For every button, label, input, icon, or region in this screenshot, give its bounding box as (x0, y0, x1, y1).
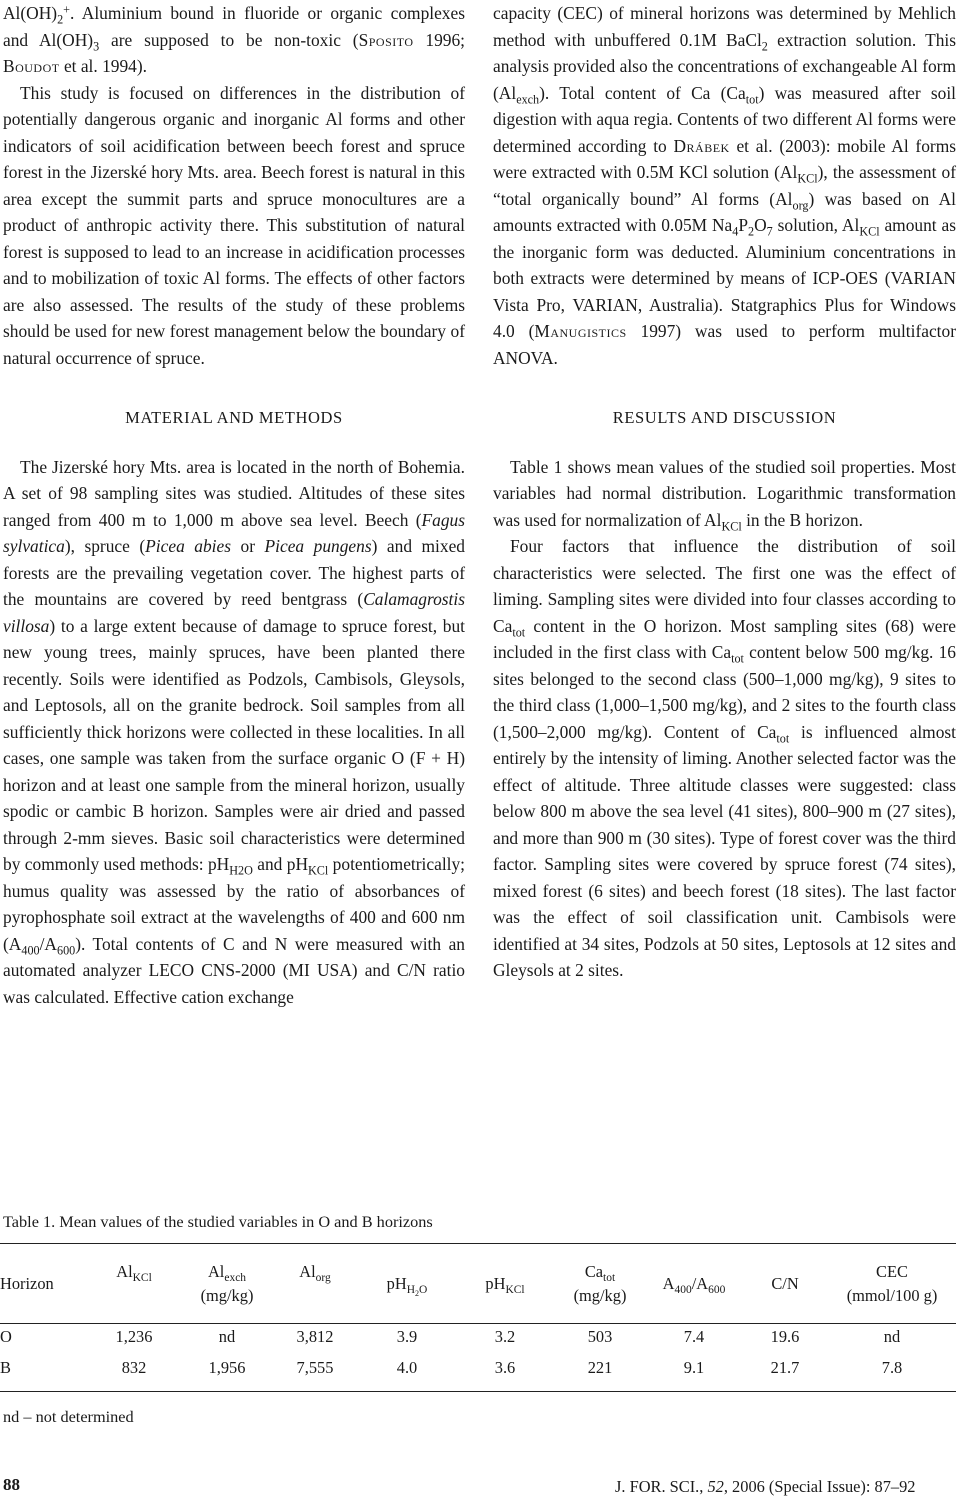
table-footnote: nd – not determined (3, 1407, 134, 1426)
table-row (0, 1352, 956, 1383)
paragraph-methods: The Jizerské hory Mts. area is located in the north of Bohemia. A set of 98 sampling sites was studied. Altitudes of these sites ranged from 400 m to 1,000 m above sea level. Beech (Fagus sylvatica), spruce (Picea abies or Picea pungens) and mixed forests are the prevailing vegetation cover. The highest parts of the mountains are covered by reed bentgrass (Calamagrostis villosa) to a large extent because of damage to spruce forest, but new young trees, mainly spruces, have been planted there recently. Soils were identified as Podzols, Cambisols, Gleysols, and Leptosols, all on the granite bedrock. Soil samples from all sufficiently thick horizons were collected in these localities. In all cases, one sample was taken from the surface organic O (F + H) horizon and at least one sample from the mineral horizon, usually spodic or cambic B horizon. Samples were air dried and passed through 2-mm sieves. Basic soil characteristics were determined by commonly used methods: $pH_{H2O}$ and $pH_{KCl}$ potentiometrically; humus quality was assessed by the ratio of absorbances of pyrophosphate soil extract at the wavelengths of 400 and 600 nm $(A_{400}/A_{600})$. Total contents of C and N were measured with an automated analyzer LECO CNS-2000 (MI USA) and C/N ratio was calculated. Effective cation exchange (3, 456, 466, 1007)
paragraph-study-focus: This study is focused on differences in the distribution of potentially dangerous organic and inorganic Al forms and other indicators of soil acidification between beech forest and spruce forest in the Jizerské hory Mts. area. Beech forest is natural in this area except the summit parts and spruce monocultures are a product of anthropic activity there. This substitution of natural forest is supposed to lead to an increase in acidification processes and to mobilization of toxic Al forms. The effects of other factors are also assessed. The results of the study of these problems should be used for new forest management below the boundary of natural occurrence of spruce. (3, 82, 465, 368)
header-ca-tot: $Ca_{tot}$ (mg/kg) (554, 1247, 646, 1321)
header-ph-h2o: $pH_{H_2O}$ (386, 1274, 428, 1298)
table-caption: Table 1. Mean values of the studied variables in O and B horizons (3, 1212, 433, 1231)
header-ph-kcl: $pH_{KCl}$ (485, 1274, 525, 1297)
cell-cec: 7.8 (881, 1357, 903, 1377)
cell-a-ratio: 7.4 (683, 1326, 705, 1346)
header-al-unit: (mg/kg) (200, 1286, 254, 1305)
cell-ph-kcl: 3.2 (494, 1326, 516, 1346)
header-al-kcl: $Al_{KCl}$ (116, 1262, 152, 1285)
cell-al-exch: nd (218, 1326, 236, 1346)
header-al-org: $Al_{org}$ (299, 1262, 331, 1285)
paragraph-results-table: Table 1 shows mean values of the studied soil properties. Most variables had normal distribution. Logarithmic transformation was used for normalization of $Al_{KCl}$ in the B horizon. (493, 456, 956, 533)
cell-horizon: O (0, 1326, 12, 1346)
cell-ca-tot: 221 (587, 1357, 613, 1377)
data-table (0, 1247, 956, 1383)
paragraph-continued: $Al(OH)_2^+$. Aluminium bound in fluoride or organic complexes and $Al(OH)_3$ are supposed to be non-toxic (Sposito 1996; Boudot et al. 1994). (3, 2, 466, 76)
journal-citation: J. FOR. SCI., 52, 2006 (Special Issue): 87–92 (615, 1477, 916, 1496)
header-al-exch: $Al_{exch}$ (mg/kg) (182, 1247, 272, 1321)
header-horizon: Horizon (0, 1274, 54, 1293)
cell-al-org: 3,812 (296, 1326, 334, 1346)
citation-boudot: Boudot (3, 56, 60, 76)
left-column (3, 0, 465, 1010)
cell-cn: 21.7 (770, 1357, 800, 1377)
cell-ph-kcl: 3.6 (494, 1357, 516, 1377)
citation-sposito: Sposito (358, 29, 414, 50)
cell-al-org: 7,555 (296, 1357, 334, 1377)
header-a-ratio: $A_{400}/A_{600}$ (662, 1274, 726, 1297)
right-column (493, 0, 956, 984)
page-number: 88 (3, 1475, 20, 1494)
cell-al-exch: 1,956 (208, 1357, 246, 1377)
header-cn: C/N (771, 1274, 799, 1293)
header-ca-unit: (mg/kg) (573, 1286, 627, 1305)
cell-ph-h2o: 3.9 (396, 1326, 418, 1346)
cell-horizon: B (0, 1357, 11, 1377)
table-bottom-rule (0, 1391, 956, 1392)
citation-drabek: Drábek (673, 135, 730, 156)
header-cec-unit: (mmol/100 g) (846, 1286, 938, 1305)
citation-manugistics: Manugistics (534, 321, 627, 341)
table-row (0, 1321, 956, 1352)
header-cec: CEC (mmol/100 g) (828, 1247, 956, 1321)
paragraph-cec: capacity (CEC) of mineral horizons was determined by Mehlich method with unbuffered 0.1M BaCl$_2$ extraction solution. This analysis provided also the concentrations of exchangeable Al form $(Al_{exch})$. Total content of Ca $(Ca_{tot})$ was measured after soil digestion with aqua regia. Contents of two different Al forms were determined according to Drábek et al. (2003): mobile Al forms were extracted with 0.5M KCl solution $(Al_{KCl})$, the assessment of “total organically bound” Al forms $(Al_{org})$ was based on Al amounts extracted with 0.05M $Na_4P_2O_7$ solution, $Al_{KCl}$ amount as the inorganic form was deducted. Aluminium concentrations in both extracts were determined by means of ICP-OES (VARIAN Vista Pro, VARIAN, Australia). Statgraphics Plus for Windows 4.0 (Manugistics 1997) was used to perform multifactor ANOVA. (493, 3, 956, 368)
cell-ph-h2o: 4.0 (396, 1357, 418, 1377)
paragraph-results-factors: Four factors that influence the distribution of soil characteristics were selected. The first one was the effect of liming. Sampling sites were divided into four classes according to $Ca_{tot}$ content in the O horizon. Most sampling sites (68) were included in the first class with $Ca_{tot}$ content below 500 mg/kg. 16 sites belonged to the second class (500–1,000 mg/kg), 9 sites to the third class (1,000–1,500 mg/kg), and 2 sites to the fourth class (1,500–2,000 mg/kg). Content of $Ca_{tot}$ is influenced almost entirely by the intensity of liming. Another selected factor was the effect of altitude. Three altitude classes were suggested: class below 800 m above the sea level (41 sites), 800–900 m (27 sites), and more than 900 m (30 sites). Type of forest cover was the third factor. Sampling sites were covered by spruce forest (74 sites), mixed forest (6 sites) and beech forest (18 sites). The last factor was the effect of soil classification unit. Cambisols were identified at 34 sites, Podzols at 50 sites, Leptosols at 12 sites and Gleysols at 2 sites. (493, 536, 956, 980)
cell-al-kcl: 1,236 (115, 1326, 153, 1346)
cell-a-ratio: 9.1 (683, 1357, 705, 1377)
cell-cn: 19.6 (770, 1326, 800, 1346)
table-header-row (0, 1247, 956, 1321)
cell-ca-tot: 503 (587, 1326, 613, 1346)
cell-al-kcl: 832 (121, 1357, 147, 1377)
heading-results-discussion: RESULTS AND DISCUSSION (612, 408, 837, 427)
table-top-rule (0, 1243, 956, 1244)
heading-material-methods: MATERIAL AND METHODS (125, 408, 343, 427)
cell-cec: nd (883, 1326, 901, 1346)
